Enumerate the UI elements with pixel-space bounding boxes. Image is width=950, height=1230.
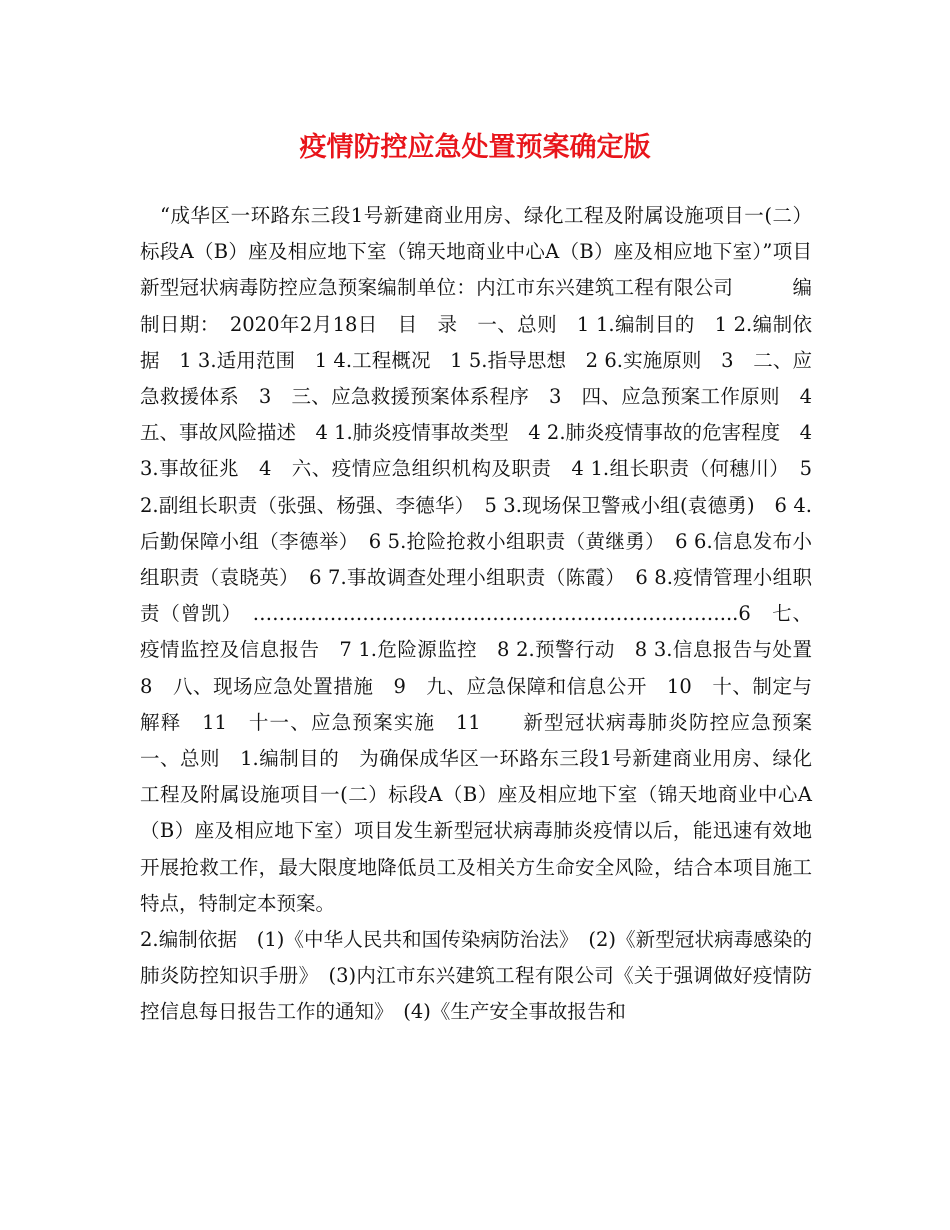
document-body: [140, 198, 832, 1031]
paragraph-intro-and-contents: “成华区一环路东三段1号新建商业用房、绿化工程及附属设施项目一(二）标段A（B）座及相应地下室（锦天地商业中心A（B）座及相应地下室）”项目 新型冠状病毒防控应急预案编制单位：内江市东兴建筑工程有限公司 编制日期： 2020年2月18日 目 录 一、总则 1 1.编制目的 1 2.编制依据 1 3.适用范围 1 4.工程概况 1 5.指导思想 2 6.实施原则 3 二、应急救援体系 3 三、应急救援预案体系程序 3 四、应急预案工作原则 4 五、事故风险描述 4 1.肺炎疫情事故类型 4 2.肺炎疫情事故的危害程度 4 3.事故征兆 4 六、疫情应急组织机构及职责 4 1.组长职责（何穗川） 5 2.副组长职责（张强、杨强、李德华） 5 3.现场保卫警戒小组(袁德勇) 6 4.后勤保障小组（李德举） 6 5.抢险抢救小组职责（黄继勇） 6 6.信息发布小组职责（袁晓英） 6 7.事故调查处理小组职责（陈霞） 6 8.疫情管理小组职责（曾凯） ……...………………………………………………………...6 七、疫情监控及信息报告 7 1.危险源监控 8 2.预警行动 8 3.信息报告与处置 8 八、现场应急处置措施 9 九、应急保障和信息公开 10 十、制定与解释 11 十一、应急预案实施 11 新型冠状病毒肺炎防控应急预案 一、总则 1.编制目的 为确保成华区一环路东三段1号新建商业用房、绿化工程及附属设施项目一(二）标段A（B）座及相应地下室（锦天地商业中心A（B）座及相应地下室）项目发生新型冠状病毒肺炎疫情以后，能迅速有效地开展抢救工作，最大限度地降低员工及相关方生命安全风险，结合本项目施工特点，特制定本预案。: [140, 204, 832, 915]
paragraph-compilation-basis: 2.编制依据 (1)《中华人民共和国传染病防治法》 (2)《新型冠状病毒感染的肺炎防控知识手册》 (3)内江市东兴建筑工程有限公司《关于强调做好疫情防控信息每日报告工作的通知》 (4)《生产安全事故报告和: [140, 928, 812, 1024]
document-title: 疫情防控应急处置预案确定版: [299, 132, 651, 163]
